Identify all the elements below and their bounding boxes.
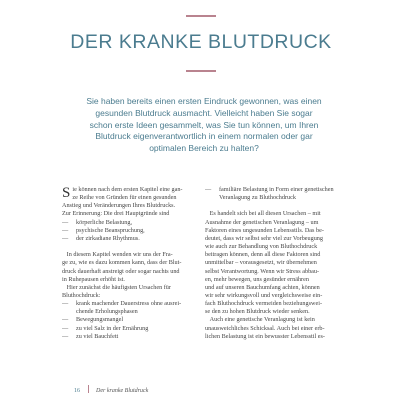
text-line: beitragen können, denn all diese Faktoren sind — [205, 251, 321, 259]
text-line: unausweichliches Schicksal. Auch bei einer erb- — [205, 324, 325, 332]
text-line: ge zu, wie es dazu kommen kann, dass der Blut- — [62, 259, 182, 267]
list-item: — körperliche Belastung, — [62, 218, 133, 226]
text-line: unmittelbar – vorausgesetzt, wir übernehmen — [205, 259, 317, 267]
list-item: — familiäre Belastung in Form einer genetischen — [205, 186, 334, 193]
page-number: 16 — [74, 388, 80, 394]
text-line: ze Reihe von Gründen für einen gesunden — [72, 194, 177, 202]
right-paragraph-1 — [205, 210, 343, 316]
text-line: druck dauerhaft anstreigt oder sogar nachts und — [62, 267, 180, 275]
list-item: — Bewegungsmangel — [62, 316, 124, 324]
text-line: Auch eine genetische Veranlagung ist kein — [209, 316, 315, 324]
text-line: Zur Erinnerung: Die drei Hauptgründe sind — [62, 210, 170, 218]
right-column — [205, 186, 343, 341]
text-line: Ausnahme der genetischen Veranlagung – um — [205, 218, 319, 226]
text-line: fach Bluthochdruck vermeiden beziehungswei- — [205, 300, 323, 308]
text-line: Faktoren eines ungesunden Lebensstils. Das be- — [205, 226, 324, 234]
text-line: en, mehr bewegen, uns gesünder ernähren — [205, 275, 309, 283]
left-paragraph-1 — [62, 186, 197, 219]
left-column — [62, 186, 197, 341]
chapter-title: DER KRANKE BLUTDRUCK — [70, 31, 332, 53]
text-line: wir sehr wirkungsvoll und vergleichsweise ein- — [205, 292, 323, 300]
intro-paragraph: Sie haben bereits einen ersten Eindruck gewonnen, was einen gesunden Blutdruck ausmacht. Vielleicht haben Sie sogar schon erste Ideen gesammelt, was Sie tun können, um Ihren Blutdruck eigenverantwortlich in einem normalen oder gar optimalen Bereich zu halten? — [86, 96, 322, 154]
list-item: — psychische Beanspruchung, — [62, 226, 145, 234]
drop-cap: S — [62, 185, 71, 201]
text-line: Anstieg und Veränderungen Ihres Blutdrucks. — [62, 202, 176, 210]
list-item: — zu viel Salz in der Ernährung — [62, 324, 149, 332]
footer-divider — [88, 385, 89, 393]
text-line: Hier zunächst die häufigsten Ursachen für — [66, 283, 171, 291]
text-line: ie können nach dem ersten Kapitel eine gan- — [72, 186, 183, 193]
text-line: und auf unseren Bauchumfang achten, können — [205, 283, 320, 291]
cause-list-2 — [62, 300, 197, 341]
left-paragraph-2 — [62, 251, 197, 284]
list-item: — zu viel Bauchfett — [62, 332, 119, 340]
top-rule — [186, 15, 216, 17]
list-item: — krank machender Dauerstress ohne ausrei- — [62, 300, 182, 308]
text-line: Es handelt sich bei all diesen Ursachen – mit — [209, 210, 321, 218]
text-line: deutet, dass wir selbst sehr viel zur Vorbeugung — [205, 234, 323, 242]
list-item: Veranlagung zu Bluthochdruck — [219, 194, 296, 202]
cause-list-1 — [62, 219, 197, 243]
list-item: chende Erholungsphasen — [76, 308, 138, 316]
right-paragraph-2 — [205, 316, 343, 340]
text-line: Bluthochdruck: — [62, 292, 101, 300]
text-line: in Ruhepausen erhöht ist. — [62, 275, 125, 283]
page-footer — [74, 385, 148, 394]
running-title: Der kranke Blutdruck — [96, 388, 149, 394]
text-line: selbst Verantwortung. Wenn wir Stress abbau- — [205, 267, 320, 275]
text-line: In diesem Kapitel wenden wir uns der Fra- — [66, 251, 173, 259]
list-item: — der zirkadiane Rhythmus. — [62, 234, 140, 242]
text-line: lichen Belastung ist ein bewusster Lebensstil es- — [205, 332, 325, 340]
text-line: se den zu hohen Blutdruck wieder senken. — [205, 308, 310, 316]
cause-list-continued — [205, 186, 343, 202]
left-paragraph-3 — [62, 284, 197, 300]
text-line: wie auch zur Behandlung von Bluthochdruck — [205, 243, 318, 251]
title-underline — [186, 70, 216, 72]
